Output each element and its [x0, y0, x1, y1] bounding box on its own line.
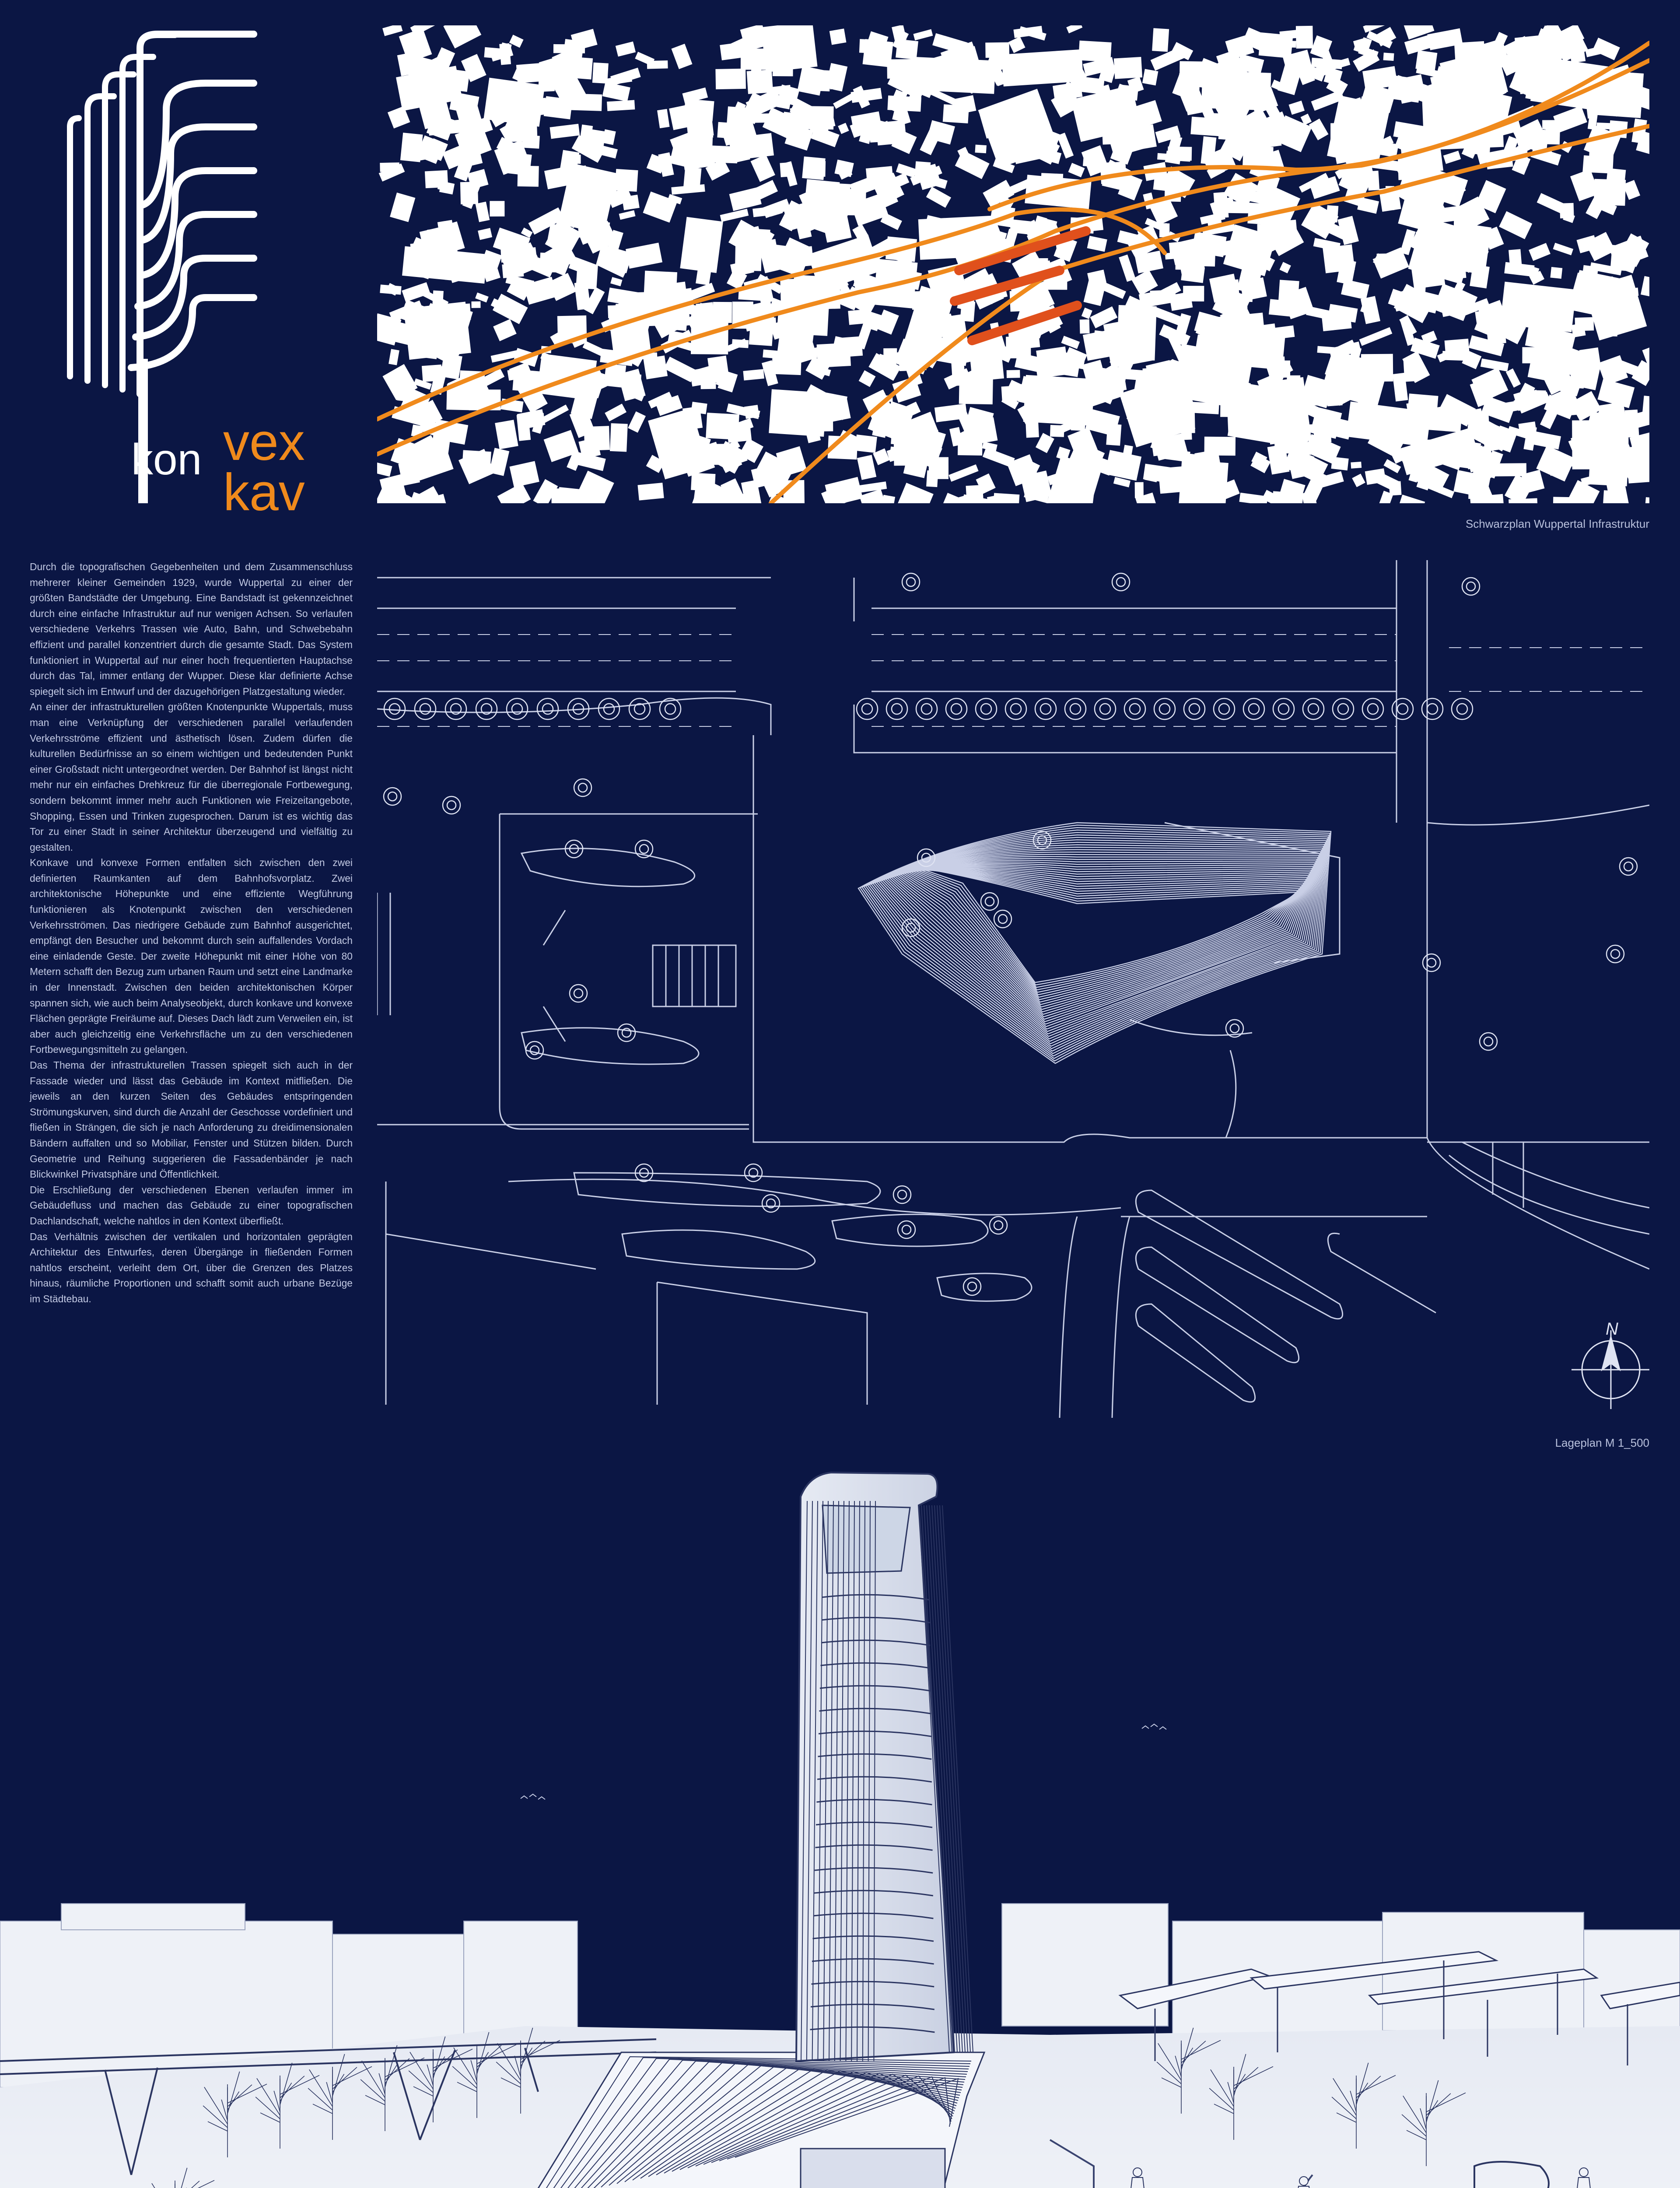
description-paragraph: Das Verhältnis zwischen der vertikalen und horizontalen geprägten Architektur des Entwurfes, deren Übergänge in fließenden Formen nahtlos erscheint, verleiht dem Ort, über die Grenzen des Platzes hinaus, räumliche Proportionen und schafft somit auch urbane Bezüge im Städtebau. — [30, 1231, 353, 1304]
figure-ground-map-graphic — [377, 25, 1649, 503]
description-paragraph: Durch die topografischen Gegebenheiten und dem Zusammenschluss mehrerer kleiner Gemeinden 1929, wurde Wuppertal zu einer der größten Bandstädte der Umgebung. Eine Bandstadt ist gekennzeichnet durch eine einfache Infrastruktur auf nur wenigen Achsen. So verlaufen verschiedene Verkehrs Trassen wie Auto, Bahn, und Schwebebahn effizient und parallel konzentriert durch die gesamte Stadt. Das System funktioniert in Wuppertal auf nur einer hoch frequentierten Hauptachse durch das Tal, immer entlang der Wupper. Diese klar definierte Achse spiegelt sich im Entwurf und der dazugehörigen Platzgestaltung wieder. — [30, 561, 353, 697]
description-paragraph: An einer der infrastrukturellen größten Knotenpunkte Wuppertals, muss man eine Verknüpfung der verschiedenen parallel verlaufenden Verkehrsströme effizient und ästhetisch lösen. Zudem dürfen die kulturellen Bedürfnisse an so einem wichtigen und bedeutenden Punkt einer Großstadt nicht untergeordnet werden. Der Bahnhof ist längst nicht mehr nur ein einfaches Drehkreuz für die überregionale Fortbewegung, sondern bekommt immer mehr auch Funktionen wie Freizeitangebote, Shopping, Essen und Trinken zugesprochen. Darum ist es wichtig das Tor zu einer Stadt in seiner Architektur überzeugend und vielfältig zu gestalten. — [30, 701, 353, 853]
logo-vex-text: vex — [223, 413, 305, 471]
perspective-render — [0, 1457, 1680, 2188]
description-text — [30, 559, 353, 1307]
description-paragraph: Das Thema der infrastrukturellen Trassen spiegelt sich auch in der Fassade wieder und lässt das Gebäude im Kontext mitfließen. Die jeweils an den kurzen Seiten des Gebäudes entspringenden Strömungskurven, sind durch die Anzahl der Geschosse vordefiniert und fließen in Strängen, die sich je nach Anforderung zu dreidimensionalen Bändern auffalten und so Mobiliar, Fenster und Stützen bilden. Durch Geometrie und Reihung suggerieren die Fassadenbänder je nach Blickwinkel Privatsphäre und Öffentlichkeit. — [30, 1059, 353, 1180]
site-plan-drawing — [377, 560, 1649, 1420]
site-plan-caption: Lageplan M 1_500 — [1555, 1436, 1649, 1449]
north-arrow-icon — [1572, 1330, 1649, 1409]
figure-ground-map — [377, 25, 1649, 503]
site-plan — [377, 560, 1649, 1420]
map-caption: Schwarzplan Wuppertal Infrastruktur — [1465, 517, 1649, 530]
description-paragraph: Konkave und konvexe Formen entfalten sich zwischen den zwei definierten Raumkanten auf dem Bahnhofsvorplatz. Zwei architektonische Höhepunkte und eine effiziente Wegführung funktionieren als Knotenpunkt zwischen den verschiedenen Verkehrsströmen. Das niedrigere Gebäude zum Bahnhof ausgerichtet, empfängt den Besucher und bekommt durch sein auffallendes Vordach eine einladende Geste. Der zweite Höhepunkt mit einer Höhe von 80 Metern schafft den Bezug zum urbanen Raum und setzt eine Landmarke in der Innenstadt. Zwischen den beiden architektonischen Körper spannen sich, wie auch beim Analyseobjekt, durch konkave und konvexe Flächen geprägte Freiräume auf. Dieses Dach lädt zum Verweilen ein, ist aber auch gleichzeitig eine Verkehrsfläche um zu den verschiedenen Fortbewegungsmitteln zu gelangen. — [30, 857, 353, 1055]
north-arrow-label: N — [1606, 1319, 1618, 1339]
logo-kav-text: kav — [223, 463, 305, 522]
logo — [61, 31, 305, 522]
perspective-render-graphic — [0, 1457, 1680, 2188]
logo-kon-text: kon — [131, 435, 202, 484]
description-paragraph: Die Erschließung der verschiedenen Ebenen verlaufen immer im Gebäudefluss und machen das Gebäude zu einer topografischen Dachlandschaft, welche nahtlos in den Kontext überfließt. — [30, 1184, 353, 1227]
